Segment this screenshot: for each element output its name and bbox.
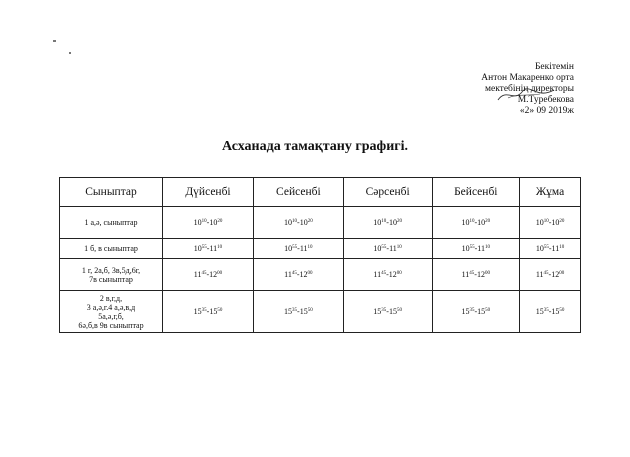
start-minute: 35: [201, 308, 207, 313]
time-range: $15^{35}-15^{50}$: [193, 307, 223, 316]
end-hour: 15: [551, 307, 560, 316]
start-hour: 10: [373, 244, 382, 253]
start-hour: 10: [284, 244, 293, 253]
start-hour: 11: [193, 270, 202, 279]
end-hour: 12: [209, 270, 218, 279]
start-hour: 10: [461, 218, 470, 227]
start-minute: 10: [469, 219, 475, 224]
time-cell: [343, 259, 432, 291]
time-range: $10^{55}-11^{10}$: [373, 244, 402, 253]
time-range: $10^{10}-10^{20}$: [535, 218, 565, 227]
end-hour: 11: [209, 244, 218, 253]
end-minute: 00: [307, 271, 313, 276]
end-minute: 00: [559, 271, 565, 276]
start-hour: 10: [193, 244, 202, 253]
approval-school-name: Антон Макаренко орта: [481, 73, 574, 83]
start-hour: 15: [193, 307, 202, 316]
time-cell: [520, 259, 581, 291]
time-cell: [520, 207, 581, 239]
class-group-cell: [60, 291, 163, 333]
time-cell: [253, 259, 343, 291]
time-cell: [163, 239, 254, 259]
end-hour: 10: [551, 218, 560, 227]
end-minute: 00: [396, 271, 402, 276]
start-minute: 35: [543, 308, 549, 313]
end-hour: 10: [388, 218, 397, 227]
start-hour: 11: [535, 270, 544, 279]
class-group-line: 5а,ә,г,б,: [98, 311, 124, 321]
end-minute: 10: [217, 245, 223, 250]
time-range: $10^{10}-10^{20}$: [284, 218, 313, 227]
time-range: $10^{55}-11^{10}$: [535, 244, 565, 253]
time-cell: [343, 291, 432, 333]
end-hour: 15: [299, 307, 308, 316]
start-hour: 10: [193, 218, 202, 227]
start-hour: 10: [284, 218, 293, 227]
table-row: [60, 291, 581, 333]
start-hour: 15: [284, 307, 293, 316]
table-row: [60, 207, 581, 239]
start-hour: 11: [284, 270, 292, 279]
end-hour: 11: [389, 244, 397, 253]
start-hour: 10: [373, 218, 382, 227]
start-minute: 35: [292, 308, 298, 313]
table-row: [60, 239, 581, 259]
time-cell: [163, 207, 254, 239]
time-cell: [253, 207, 343, 239]
end-hour: 12: [299, 270, 308, 279]
start-minute: 45: [543, 271, 549, 276]
time-cell: [253, 291, 343, 333]
time-cell: [432, 207, 520, 239]
end-hour: 10: [299, 218, 308, 227]
end-hour: 12: [476, 270, 485, 279]
time-range: $11^{45}-12^{00}$: [373, 270, 402, 279]
approval-director-name: М.Туребекова: [517, 95, 574, 105]
time-range: $10^{10}-10^{20}$: [193, 218, 223, 227]
column-header-thursday: Бейсенбі: [432, 178, 520, 207]
column-header-wednesday: Сәрсенбі: [343, 178, 432, 207]
end-minute: 10: [484, 245, 490, 250]
time-cell: [253, 239, 343, 259]
class-group-line: 7в сыныптар: [89, 274, 133, 284]
class-group-cell: [60, 239, 163, 259]
approval-position: мектебінің директоры: [484, 84, 574, 94]
start-hour: 15: [461, 307, 470, 316]
time-range: $10^{10}-10^{20}$: [461, 218, 491, 227]
start-hour: 10: [461, 244, 470, 253]
column-header-friday: Жұма: [520, 178, 581, 207]
start-minute: 55: [543, 245, 549, 250]
end-hour: 12: [551, 270, 560, 279]
end-minute: 20: [217, 219, 223, 224]
class-group-line: 2 в,г,д,: [99, 293, 123, 303]
start-minute: 55: [292, 245, 298, 250]
start-hour: 10: [535, 244, 544, 253]
time-cell: [432, 291, 520, 333]
table-row: [60, 259, 581, 291]
time-cell: [432, 259, 520, 291]
page-title: Асханада тамақтану графигі.: [221, 139, 409, 154]
start-minute: 10: [381, 219, 387, 224]
time-cell: [432, 239, 520, 259]
lunch-schedule-table: [59, 177, 581, 333]
time-cell: [163, 259, 254, 291]
time-range: $10^{55}-11^{10}$: [461, 244, 490, 253]
end-hour: 15: [388, 307, 397, 316]
start-hour: 15: [535, 307, 544, 316]
column-header-tuesday: Сейсенбі: [253, 178, 343, 207]
class-group-cell: [60, 207, 163, 239]
class-group-cell: [60, 259, 163, 291]
approval-block: [414, 62, 574, 117]
end-hour: 11: [477, 244, 485, 253]
start-minute: 45: [469, 271, 475, 276]
time-range: $11^{45}-12^{00}$: [461, 270, 490, 279]
start-minute: 45: [201, 271, 207, 276]
end-minute: 20: [307, 219, 313, 224]
table-body: [60, 207, 581, 333]
column-header-monday: Дүйсенбі: [163, 178, 254, 207]
start-minute: 55: [381, 245, 387, 250]
time-cell: [343, 239, 432, 259]
end-minute: 50: [307, 308, 313, 313]
time-range: $10^{55}-11^{10}$: [193, 244, 223, 253]
end-minute: 50: [559, 308, 565, 313]
time-cell: [163, 291, 254, 333]
scan-speck: [69, 52, 71, 54]
time-cell: [520, 291, 581, 333]
start-hour: 10: [535, 218, 544, 227]
start-minute: 10: [201, 219, 207, 224]
class-group-line: 6ә,б,в 9в сыныптар: [78, 320, 144, 330]
end-minute: 00: [217, 271, 223, 276]
time-cell: [343, 207, 432, 239]
end-minute: 10: [396, 245, 402, 250]
time-cell: [520, 239, 581, 259]
end-hour: 12: [388, 270, 397, 279]
end-minute: 10: [307, 245, 313, 250]
end-hour: 10: [477, 218, 486, 227]
end-hour: 11: [299, 244, 308, 253]
time-range: $11^{45}-12^{00}$: [284, 270, 313, 279]
start-minute: 10: [543, 219, 549, 224]
start-hour: 11: [461, 270, 470, 279]
time-range: $10^{55}-11^{10}$: [284, 244, 313, 253]
end-hour: 11: [551, 244, 560, 253]
start-minute: 45: [291, 271, 297, 276]
time-range: $15^{35}-15^{50}$: [373, 307, 402, 316]
class-group-line: 1 б, в сыныптар: [84, 244, 138, 253]
start-minute: 45: [381, 271, 387, 276]
end-hour: 10: [209, 218, 218, 227]
time-range: $10^{10}-10^{20}$: [373, 218, 402, 227]
end-minute: 00: [484, 271, 490, 276]
start-minute: 55: [469, 245, 475, 250]
start-hour: 11: [373, 270, 382, 279]
end-hour: 15: [209, 307, 218, 316]
end-minute: 10: [559, 245, 565, 250]
start-minute: 35: [381, 308, 387, 313]
class-group-line: 1 а,ә, сыныптар: [84, 218, 138, 227]
start-hour: 15: [373, 307, 382, 316]
end-minute: 50: [217, 308, 223, 313]
time-range: $11^{45}-12^{00}$: [535, 270, 565, 279]
signature-icon: [496, 86, 556, 104]
column-header-classes: Сыныптар: [60, 178, 163, 207]
end-minute: 50: [396, 308, 402, 313]
start-minute: 10: [292, 219, 298, 224]
scan-speck: [53, 40, 56, 42]
approval-approved: Бекітемін: [534, 62, 574, 72]
approval-date: «2» 09 2019ж: [519, 106, 574, 116]
end-minute: 50: [485, 308, 491, 313]
table-header-row: [60, 178, 581, 207]
time-range: $15^{35}-15^{50}$: [461, 307, 491, 316]
end-minute: 20: [396, 219, 402, 224]
end-minute: 20: [485, 219, 491, 224]
time-range: $15^{35}-15^{50}$: [284, 307, 313, 316]
end-minute: 20: [559, 219, 565, 224]
time-range: $15^{35}-15^{50}$: [535, 307, 565, 316]
class-group-line: 3 а,ә,г.4 а,ә,в,д: [86, 302, 136, 312]
class-group-line: 1 г, 2а,б, 3в,5д,6г,: [81, 265, 141, 275]
end-hour: 15: [477, 307, 486, 316]
time-range: $11^{45}-12^{00}$: [193, 270, 223, 279]
start-minute: 55: [201, 245, 207, 250]
start-minute: 35: [469, 308, 475, 313]
